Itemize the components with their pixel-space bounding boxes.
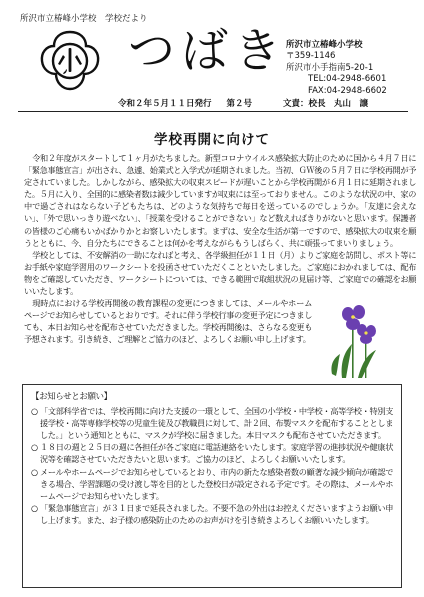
contact-school-name: 所沢市立椿峰小学校 xyxy=(286,40,363,50)
notice-item-text: 「文部科学省では、学校再開に向けた支援の一環として、全国の小学校・中学校・高等学校・特別支援学校・高等専修学校等の児童生徒及び教職員に対して、計２回、布製マスクを配布することとしました。」という通知とともに、マスクが学校に届きました。本日マスクも配布させていただきます。 xyxy=(40,406,393,441)
notice-item-text: １８日の週と２５日の週に各担任が各ご家庭に電話連絡をいたします。家庭学習の進捗状況や健康状況等を確認させていただきたいと思います。ご協力のほど、よろしくお願いいたします。 xyxy=(40,442,393,465)
article-title: 学校再開に向けて xyxy=(154,132,270,148)
school-newsletter-label: 所沢市立椿峰小学校 学校だより xyxy=(20,14,148,24)
school-contact-block xyxy=(286,40,424,97)
notice-item xyxy=(31,405,393,441)
article-paragraph: 現時点における学校再開後の教育課程の変更につきましては、メールやホームページでお知らせしているとおりです。それに伴う学校行事の変更予定につきましても、本日お知らせを配布させていただきました。学校再開後は、さらなる変更も予想されます。引き続き、ご理解とご協力のほど、よろしくお願い申し上げます。 xyxy=(24,298,312,345)
contact-postal: 〒359-1146 xyxy=(286,51,336,62)
newsletter-title: つばき xyxy=(128,24,287,79)
issue-author: 文責：校長 丸山 譲 xyxy=(282,99,368,109)
article-paragraph: 学校としては、不安解消の一助になればと考え、各学級担任が１１日（月）よりご家庭を訪問し、ポスト等にお手紙や家庭学習用のワークシートを投函させていただくことといたしました。ご家庭におかれましては、配布物をご確認していただき、ワークシートについては、できる範囲で取組状況の見届け等、ご家庭での確認をお願いいたします。 xyxy=(24,249,416,297)
notice-heading: 【お知らせとお願い】 xyxy=(31,392,112,402)
newsletter-header xyxy=(18,12,414,112)
issue-date: 令和２年５月１１日発行 xyxy=(118,99,212,109)
bullet-circle-icon: ○ xyxy=(31,502,38,513)
issue-info xyxy=(118,97,380,109)
violet-flower-illustration xyxy=(322,300,386,380)
notice-box xyxy=(22,384,402,588)
notice-item xyxy=(31,441,393,465)
bullet-circle-icon: ○ xyxy=(31,466,38,477)
issue-number: 第２号 xyxy=(226,99,252,109)
notice-item-text: 「緊急事態宣言」が３１日まで延長されました。不要不急の外出はお控えくださいますようお願い申し上げます。また、お子様の感染防止のためのお声がけを引き続きよろしくお願いいたします。 xyxy=(40,502,393,525)
notice-item-text: メールやホームページでお知らせしているとおり、市内の新たな感染者数の顧著な減少傾向が確認できる場合、学習課題の受け渡し等を目的とした登校日が設定される予定です。その際は、メールやホームページでお知らせいたします。 xyxy=(40,466,393,501)
notice-item xyxy=(31,466,393,502)
notice-item xyxy=(31,502,393,526)
contact-fax: FAX:04-2948-6602 xyxy=(308,85,387,96)
bullet-circle-icon: ○ xyxy=(31,406,38,417)
contact-tel: TEL:04-2948-6601 xyxy=(308,74,387,85)
bullet-circle-icon: ○ xyxy=(31,442,38,453)
school-emblem-icon xyxy=(38,26,102,96)
header-divider xyxy=(18,111,408,112)
contact-address: 所沢市小手指南5-20-1 xyxy=(286,62,374,73)
article-paragraph: 令和２年度がスタートして１ヶ月がたちました。新型コロナウイルス感染拡大防止のために国から４月７日に「緊急事態宣言」が出され、急遽、始業式と入学式が延期されました。当初、ＧＷ後の５月７日に学校再開が予定されていました。しかしながら、感染拡大の収束スピードが遅いことから学校再開が６月１日に延期されました。５月に入り、全国的に感染者数は減少していますが収束には至っておりません。このような状況の中、家の中で過ごされはならない子どもたちは、どのような気持ちで毎日を送っているのでしょうか。「友達に会えない」、「外で思いっきり遊べない」、「授業を受けることができない」など数えればきりがないと思います。保護者の皆様のご心痛もいかばかりかとお察しいたします。まずは、安全な生活が第一ですので、感染拡大の収束を願うとともに、今、自分たちにできることは何かを考えながらもうしばらく、共に頑張ってまいりましょう。 xyxy=(24,153,416,248)
